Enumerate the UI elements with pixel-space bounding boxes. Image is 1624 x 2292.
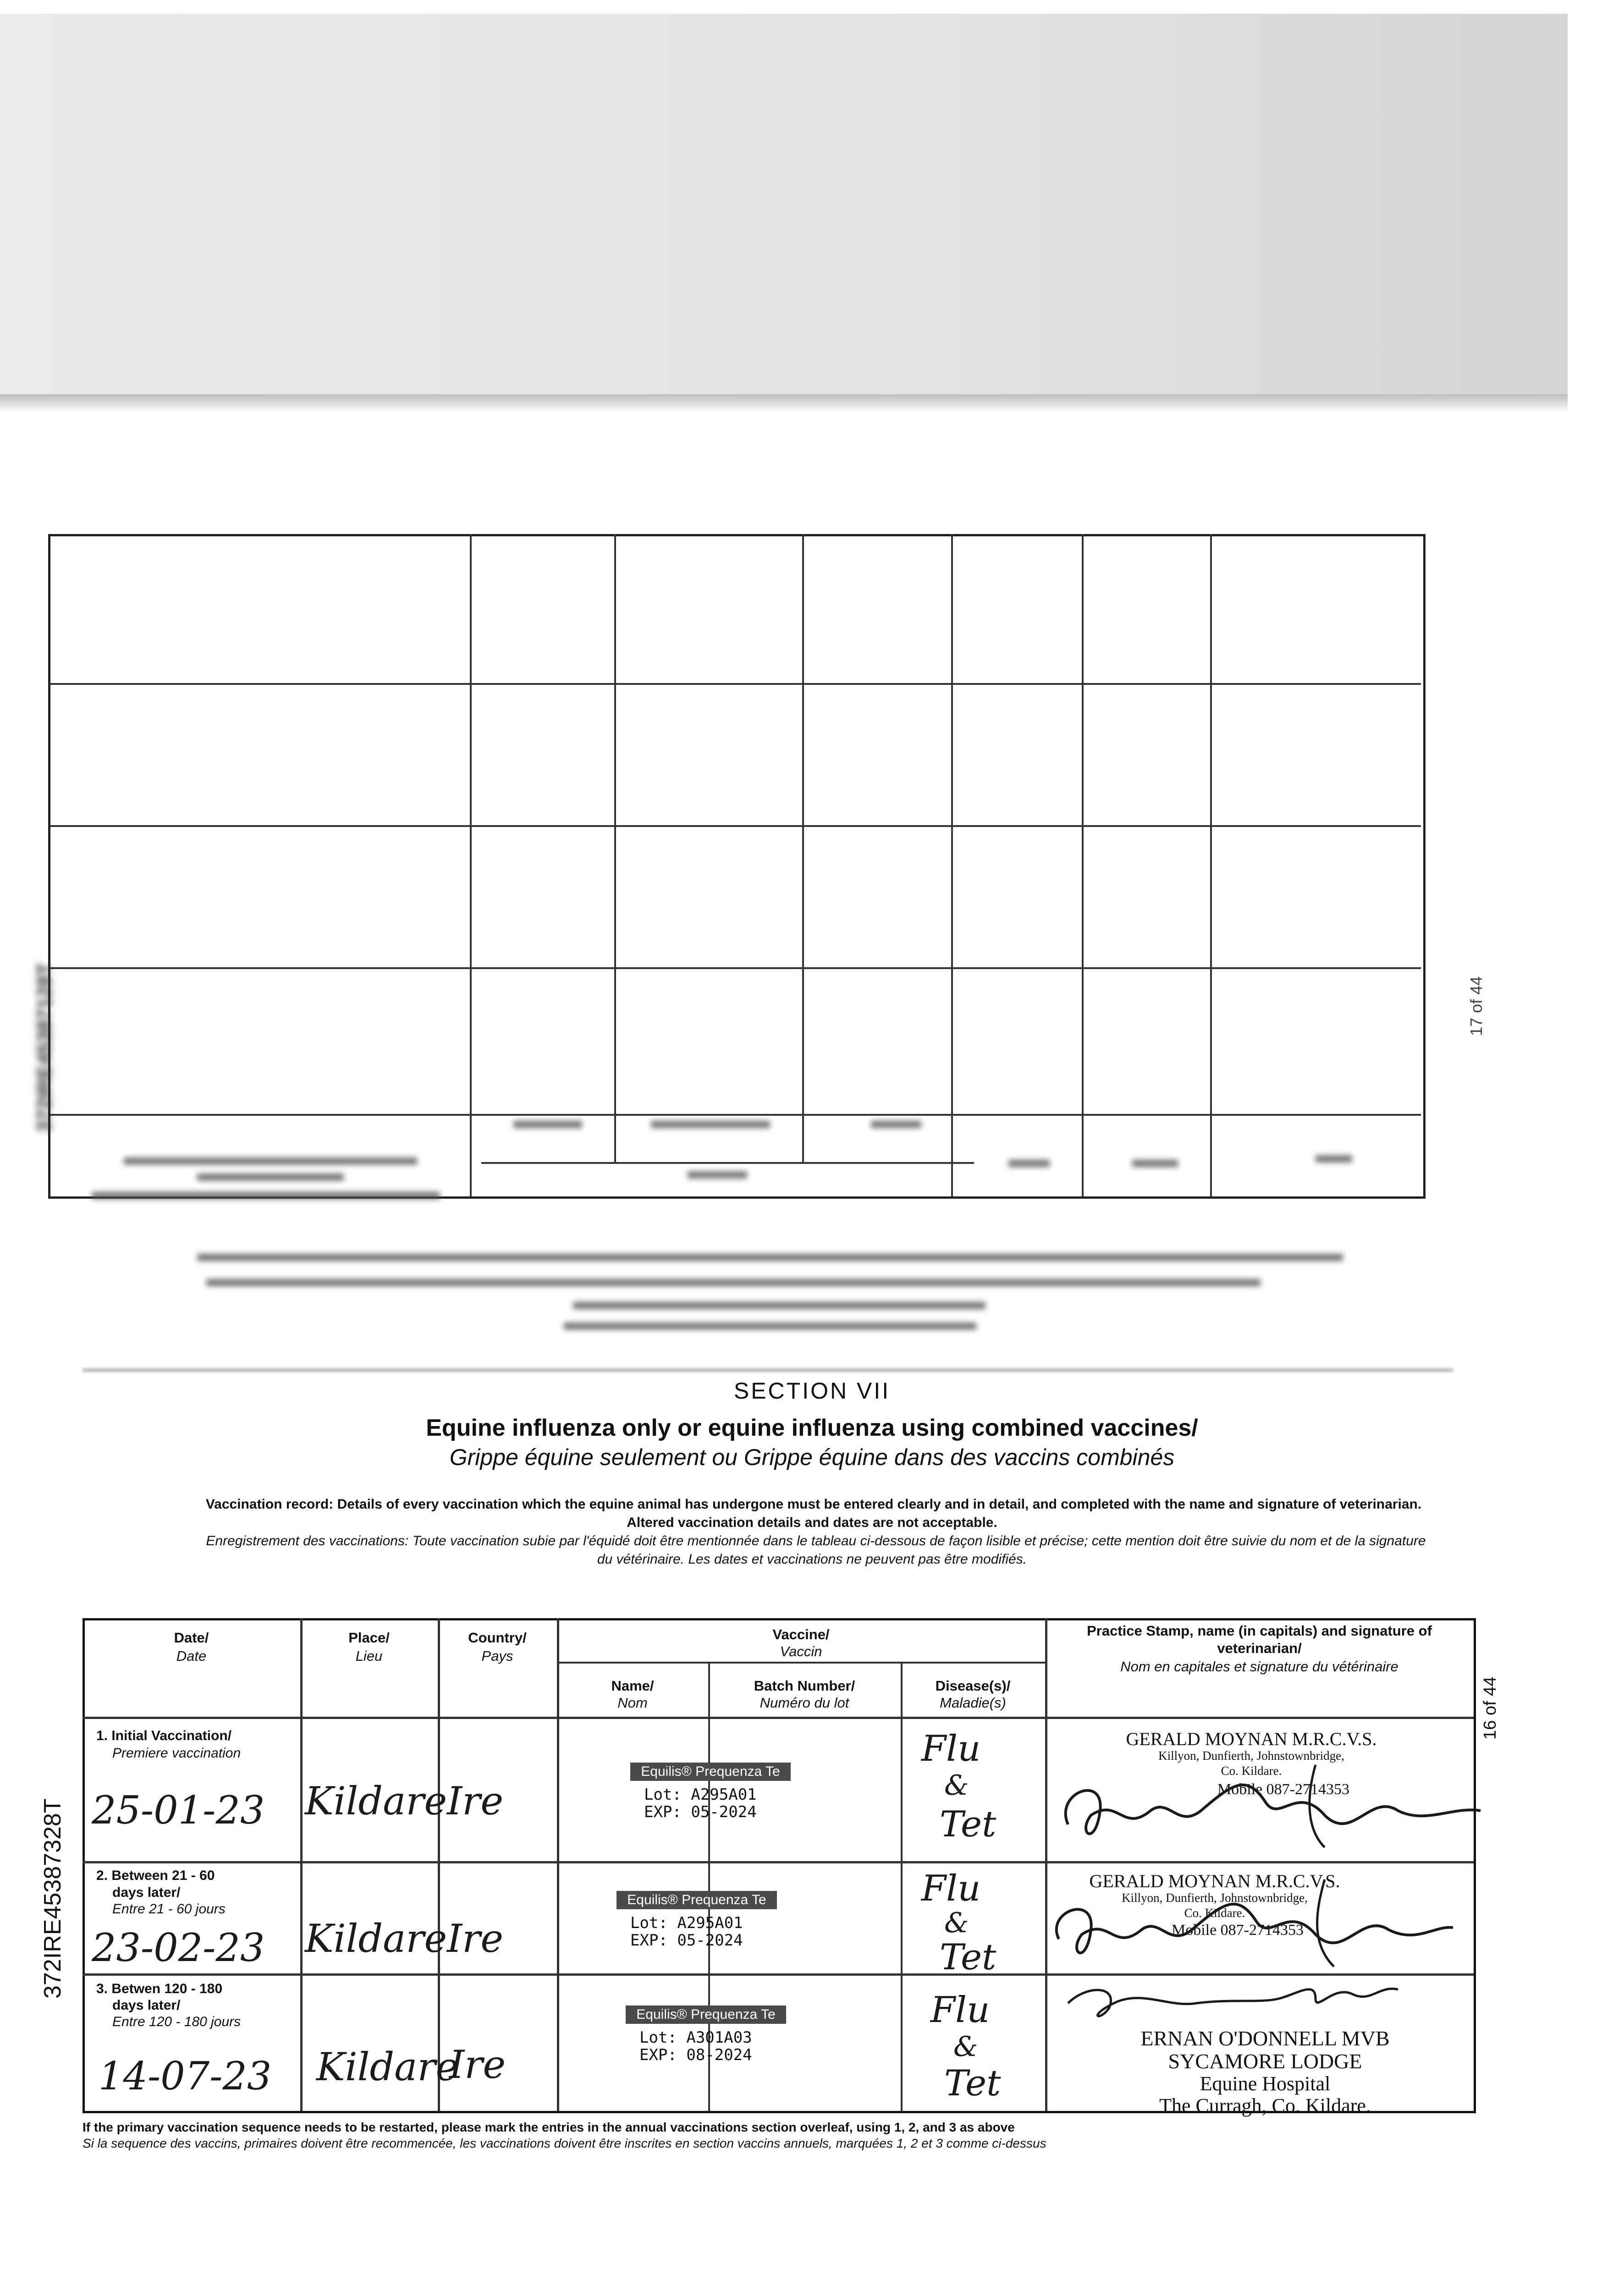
header-stamp: Practice Stamp, name (in capitals) and signature of — [1087, 1623, 1432, 1639]
col-line — [901, 1662, 903, 2111]
row3-label-2: days later/ — [112, 1998, 181, 2013]
section-title-fr: Grippe équine seulement ou Grippe équine dans des vaccins combinés — [449, 1444, 1175, 1470]
row2-stamp-name: GERALD MOYNAN M.R.C.V.S. — [1089, 1871, 1340, 1891]
batch-lot: Lot: A295A01 — [644, 1785, 757, 1804]
row3-place: Kildare — [316, 2044, 459, 2089]
row1-country: Ire — [447, 1779, 504, 1824]
row1-label: 1. Initial Vaccination/ — [96, 1728, 232, 1743]
row1-disease-3: Tet — [940, 1804, 996, 1845]
fold-line — [83, 1368, 1453, 1372]
prev-col-line — [614, 534, 616, 1162]
batch-exp: EXP: 08-2024 — [639, 2046, 752, 2064]
header-place: Place/ — [348, 1630, 390, 1646]
header-stamp-2: veterinarian/ — [1217, 1640, 1302, 1656]
row3-disease-2: & — [953, 2031, 978, 2063]
row2-date: 23-02-23 — [92, 1925, 265, 1970]
row3-disease-3: Tet — [944, 2063, 1001, 2104]
row2-country: Ire — [447, 1916, 504, 1961]
header-name-fr: Nom — [617, 1695, 648, 1711]
col-line — [300, 1618, 303, 2111]
header-disease-fr: Maladie(s) — [940, 1695, 1006, 1711]
batch-exp: EXP: 05-2024 — [644, 1803, 757, 1821]
vaccine-brand: Equilis® Prequenza Te — [617, 1891, 777, 1909]
scan-shadow — [0, 14, 1568, 399]
row1-disease-1: Flu — [921, 1728, 981, 1769]
header-batch-fr: Numéro du lot — [760, 1695, 849, 1711]
instruction-fr-2: du vétérinaire. Les dates et vaccinations ne peuvent pas être modifiés. — [597, 1552, 1027, 1567]
prev-col-line — [951, 534, 953, 1196]
header-vaccine-fr: Vaccin — [780, 1643, 822, 1659]
row3-label: 3. Betwen 120 - 180 — [96, 1981, 223, 1996]
header-date: Date/ — [174, 1630, 209, 1646]
row2-place: Kildare — [305, 1916, 447, 1961]
batch-lot: Lot: A295A01 — [630, 1914, 743, 1932]
previous-page-ref: 17 of 44 — [1467, 976, 1486, 1036]
vaccine-brand: Equilis® Prequenza Te — [626, 2006, 786, 2024]
row2-stamp-addr: Killyon, Dunfierth, Johnstownbridge, — [1122, 1891, 1308, 1905]
col-line — [438, 1618, 440, 2111]
scan-shadow-edge — [0, 394, 1568, 413]
prev-col-line — [470, 534, 472, 1196]
instruction-en-2: Altered vaccination details and dates are not acceptable. — [627, 1515, 997, 1530]
row2-disease-2: & — [944, 1907, 969, 1939]
row2-label-fr: Entre 21 - 60 jours — [112, 1901, 226, 1917]
row1-stamp-mobile: Mobile 087-2714353 — [1217, 1781, 1350, 1798]
row3-date: 14-07-23 — [99, 2054, 272, 2099]
prev-row-line — [50, 1114, 1421, 1116]
row-line — [83, 1861, 1474, 1863]
row3-stamp-addr: SYCAMORE LODGE — [1168, 2050, 1362, 2073]
header-stamp-fr: Nom en capitales et signature du vétérinaire — [1120, 1658, 1398, 1675]
instruction-fr: Enregistrement des vaccinations: Toute vaccination subie par l'équidé doit être mentionnée dans le tableau ci-dessous de façon lisible et précise; cette mention doit être suivie du nom et de la signature — [206, 1533, 1426, 1548]
header-place-fr: Lieu — [355, 1648, 383, 1664]
row3-stamp-mobile: The Curragh, Co. Kildare. — [1159, 2094, 1371, 2117]
prev-col-line — [1210, 534, 1212, 1196]
prev-col-line — [802, 534, 804, 1162]
header-vaccine: Vaccine/ — [772, 1626, 830, 1642]
row2-signature — [1040, 1875, 1462, 1976]
prev-row-line — [50, 683, 1421, 685]
previous-side-code: 372IRE45387128T — [33, 963, 55, 1132]
row1-date: 25-01-23 — [92, 1788, 265, 1833]
row2-disease-3: Tet — [940, 1937, 996, 1978]
header-country-fr: Pays — [481, 1648, 513, 1664]
header-batch: Batch Number/ — [754, 1678, 855, 1694]
instruction-en: Vaccination record: Details of every vaccination which the equine animal has undergone must be entered clearly and in detail, and completed with the name and signature of veterinarian. — [205, 1497, 1422, 1512]
section-number: SECTION VII — [733, 1378, 891, 1404]
row3-label-fr: Entre 120 - 180 jours — [112, 2014, 241, 2029]
header-disease: Disease(s)/ — [935, 1678, 1011, 1694]
row3-stamp-name: ERNAN O'DONNELL MVB — [1140, 2027, 1390, 2050]
row2-stamp-addr-2: Co. Kildare. — [1184, 1906, 1245, 1920]
row3-disease-1: Flu — [930, 1989, 990, 2031]
row1-stamp-addr: Killyon, Dunfierth, Johnstownbridge, — [1158, 1749, 1344, 1763]
row2-vaccine-label — [617, 1891, 791, 1960]
prev-row-line — [50, 825, 1421, 827]
header-date-fr: Date — [176, 1648, 207, 1664]
footer-en: If the primary vaccination sequence needs to be restarted, please mark the entries in the annual vaccinations section overleaf, using 1, 2, and 3 as above — [83, 2120, 1015, 2134]
row1-stamp-addr-2: Co. Kildare. — [1221, 1764, 1282, 1778]
row3-stamp-addr-2: Equine Hospital — [1200, 2072, 1331, 2095]
col-line — [1045, 1618, 1047, 2111]
row2-disease-1: Flu — [921, 1868, 981, 1909]
row1-stamp-name: GERALD MOYNAN M.R.C.V.S. — [1126, 1729, 1377, 1749]
row1-disease-2: & — [944, 1769, 969, 1802]
side-code: 372IRE45387328T — [39, 1798, 66, 1999]
prev-row-line — [50, 967, 1421, 969]
batch-exp: EXP: 05-2024 — [630, 1931, 743, 1950]
row1-label-fr: Premiere vaccination — [112, 1746, 241, 1761]
footer-fr: Si la sequence des vaccins, primaires doivent être recommencée, les vaccinations doivent être inscrites en section vaccins annuels, marquées 1, 2 et 3 comme ci-dessus — [83, 2136, 1046, 2150]
row2-stamp-mobile: Mobile 087-2714353 — [1171, 1922, 1304, 1939]
vaccine-brand: Equilis® Prequenza Te — [630, 1763, 791, 1781]
previous-page-table — [48, 534, 1426, 1199]
row2-label-2: days later/ — [112, 1885, 181, 1900]
header-name: Name/ — [611, 1678, 654, 1694]
row3-country: Ire — [449, 2042, 506, 2087]
prev-col-line — [1082, 534, 1084, 1196]
row1-signature — [1050, 1756, 1490, 1861]
row1-place: Kildare — [305, 1779, 447, 1824]
header-country: Country/ — [468, 1630, 527, 1646]
row1-vaccine-label — [630, 1763, 804, 1831]
vaccine-subheader-line — [557, 1662, 1045, 1664]
prev-top-border — [50, 534, 1421, 536]
header-bottom-line — [83, 1717, 1474, 1719]
row2-label: 2. Between 21 - 60 — [96, 1868, 215, 1883]
page-ref: 16 of 44 — [1481, 1676, 1500, 1740]
row3-vaccine-label — [626, 2006, 800, 2074]
prev-row-line — [481, 1162, 974, 1164]
section-title-en: Equine influenza only or equine influenza using combined vaccines/ — [426, 1415, 1198, 1441]
batch-lot: Lot: A301A03 — [639, 2028, 752, 2047]
